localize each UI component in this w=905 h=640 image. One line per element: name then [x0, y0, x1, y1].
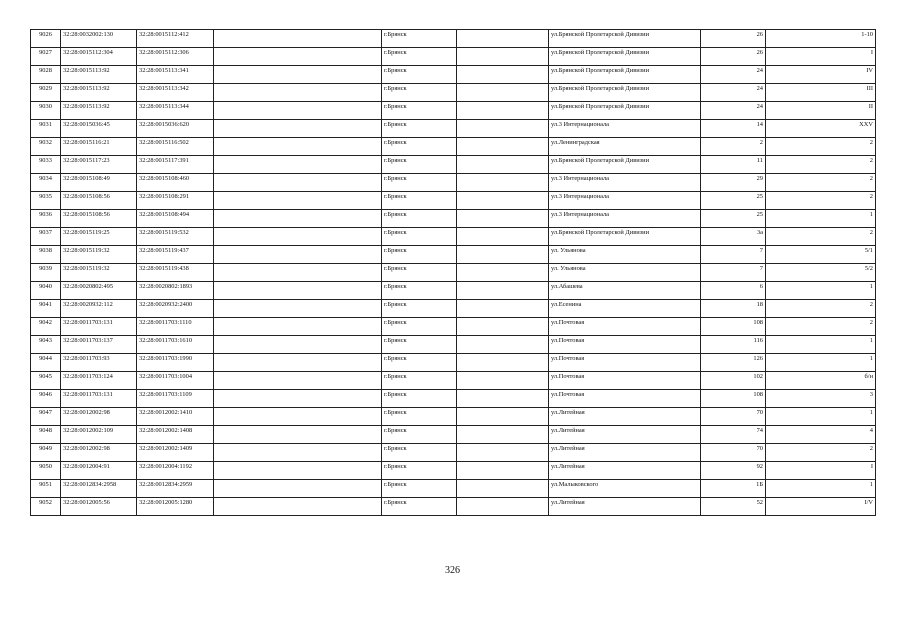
cadastral-number-cell: 32:28:0020932:2400 [137, 300, 214, 318]
empty-cell [214, 408, 382, 426]
city-cell: г.Брянск [382, 408, 457, 426]
cadastral-quarter-cell: 32:28:0015119:32 [61, 246, 137, 264]
house-cell: 126 [701, 354, 766, 372]
cadastral-number-cell: 32:28:0020802:1893 [137, 282, 214, 300]
street-cell: ул.Абашева [549, 282, 701, 300]
row-id-cell: 9037 [31, 228, 61, 246]
row-id-cell: 9029 [31, 84, 61, 102]
cadastral-quarter-cell: 32:28:0011703:131 [61, 390, 137, 408]
street-cell: ул.Брянской Пролетарской Дивизии [549, 66, 701, 84]
empty-cell [457, 138, 549, 156]
table-row [31, 282, 876, 300]
table-row [31, 156, 876, 174]
street-cell: ул.Брянской Пролетарской Дивизии [549, 156, 701, 174]
house-cell: 108 [701, 318, 766, 336]
table-row [31, 84, 876, 102]
street-cell: ул.Литейная [549, 498, 701, 516]
empty-cell [214, 174, 382, 192]
cadastral-quarter-cell: 32:28:0012005:56 [61, 498, 137, 516]
cadastral-quarter-cell: 32:28:0020932:112 [61, 300, 137, 318]
city-cell: г.Брянск [382, 444, 457, 462]
empty-cell [214, 318, 382, 336]
street-cell: ул.Почтовая [549, 318, 701, 336]
house-cell: 70 [701, 444, 766, 462]
cadastral-quarter-cell: 32:28:0015112:304 [61, 48, 137, 66]
empty-cell [457, 390, 549, 408]
cadastral-quarter-cell: 32:28:0012834:2958 [61, 480, 137, 498]
flat-cell: XXV [766, 120, 876, 138]
empty-cell [457, 336, 549, 354]
cadastral-number-cell: 32:28:0012005:1280 [137, 498, 214, 516]
cadastral-number-cell: 32:28:0011703:1109 [137, 390, 214, 408]
city-cell: г.Брянск [382, 228, 457, 246]
table-row [31, 264, 876, 282]
flat-cell: 1-10 [766, 30, 876, 48]
table-row [31, 30, 876, 48]
empty-cell [457, 246, 549, 264]
empty-cell [214, 156, 382, 174]
cadastral-number-cell: 32:28:0011703:1990 [137, 354, 214, 372]
street-cell: ул. Ульянова [549, 264, 701, 282]
row-id-cell: 9049 [31, 444, 61, 462]
street-cell: ул.Есенина [549, 300, 701, 318]
cadastral-quarter-cell: 32:28:0015119:25 [61, 228, 137, 246]
flat-cell: I [766, 48, 876, 66]
cadastral-number-cell: 32:28:0015117:391 [137, 156, 214, 174]
cadastral-quarter-cell: 32:28:0015108:56 [61, 210, 137, 228]
flat-cell: 4 [766, 426, 876, 444]
table-row [31, 246, 876, 264]
house-cell: 52 [701, 498, 766, 516]
house-cell: 116 [701, 336, 766, 354]
table-row [31, 228, 876, 246]
table-row [31, 426, 876, 444]
street-cell: ул.Почтовая [549, 372, 701, 390]
street-cell: ул.Ленинградская [549, 138, 701, 156]
table-row [31, 102, 876, 120]
flat-cell: III [766, 84, 876, 102]
house-cell: 1Б [701, 480, 766, 498]
empty-cell [214, 426, 382, 444]
flat-cell: 1 [766, 282, 876, 300]
cadastral-quarter-cell: 32:28:0015108:49 [61, 174, 137, 192]
table-row [31, 318, 876, 336]
flat-cell: 5/1 [766, 246, 876, 264]
cadastral-quarter-cell: 32:28:0015117:23 [61, 156, 137, 174]
table-row [31, 120, 876, 138]
empty-cell [457, 120, 549, 138]
cadastral-number-cell: 32:28:0015112:306 [137, 48, 214, 66]
city-cell: г.Брянск [382, 498, 457, 516]
empty-cell [214, 372, 382, 390]
row-id-cell: 9050 [31, 462, 61, 480]
street-cell: ул.3 Интернационала [549, 192, 701, 210]
cadastral-number-cell: 32:28:0012834:2959 [137, 480, 214, 498]
flat-cell: II [766, 102, 876, 120]
street-cell: ул.Литейная [549, 408, 701, 426]
flat-cell: 2 [766, 318, 876, 336]
city-cell: г.Брянск [382, 354, 457, 372]
row-id-cell: 9026 [31, 30, 61, 48]
page-number: 326 [445, 565, 460, 576]
house-cell: 25 [701, 192, 766, 210]
table-row [31, 336, 876, 354]
city-cell: г.Брянск [382, 462, 457, 480]
cadastral-quarter-cell: 32:28:0015108:56 [61, 192, 137, 210]
empty-cell [457, 228, 549, 246]
cadastral-number-cell: 32:28:0015119:438 [137, 264, 214, 282]
street-cell: ул.Почтовая [549, 336, 701, 354]
row-id-cell: 9036 [31, 210, 61, 228]
table-row [31, 210, 876, 228]
city-cell: г.Брянск [382, 192, 457, 210]
table-row [31, 66, 876, 84]
city-cell: г.Брянск [382, 174, 457, 192]
house-cell: 7 [701, 264, 766, 282]
city-cell: г.Брянск [382, 102, 457, 120]
row-id-cell: 9032 [31, 138, 61, 156]
flat-cell: 3 [766, 390, 876, 408]
empty-cell [214, 30, 382, 48]
row-id-cell: 9048 [31, 426, 61, 444]
table-row [31, 408, 876, 426]
cadastral-number-cell: 32:28:0015113:344 [137, 102, 214, 120]
house-cell: 18 [701, 300, 766, 318]
house-cell: 108 [701, 390, 766, 408]
house-cell: 102 [701, 372, 766, 390]
house-cell: 14 [701, 120, 766, 138]
house-cell: 24 [701, 84, 766, 102]
flat-cell: 2 [766, 174, 876, 192]
table-row [31, 444, 876, 462]
house-cell: 2 [701, 138, 766, 156]
cadastral-number-cell: 32:28:0015108:291 [137, 192, 214, 210]
house-cell: 70 [701, 408, 766, 426]
house-cell: 3а [701, 228, 766, 246]
cadastral-number-cell: 32:28:0015119:437 [137, 246, 214, 264]
row-id-cell: 9027 [31, 48, 61, 66]
house-cell: 26 [701, 48, 766, 66]
empty-cell [457, 444, 549, 462]
city-cell: г.Брянск [382, 282, 457, 300]
street-cell: ул.Литейная [549, 444, 701, 462]
empty-cell [214, 480, 382, 498]
empty-cell [457, 282, 549, 300]
cadastral-number-cell: 32:28:0011703:1610 [137, 336, 214, 354]
table-row [31, 48, 876, 66]
empty-cell [457, 264, 549, 282]
street-cell: ул.3 Интернационала [549, 120, 701, 138]
flat-cell: I/V [766, 498, 876, 516]
row-id-cell: 9040 [31, 282, 61, 300]
empty-cell [214, 462, 382, 480]
cadastral-quarter-cell: 32:28:0015113:92 [61, 66, 137, 84]
empty-cell [457, 66, 549, 84]
city-cell: г.Брянск [382, 210, 457, 228]
cadastral-number-cell: 32:28:0015112:412 [137, 30, 214, 48]
cadastral-quarter-cell: 32:28:0015113:92 [61, 84, 137, 102]
flat-cell: 1 [766, 210, 876, 228]
table-row [31, 480, 876, 498]
city-cell: г.Брянск [382, 138, 457, 156]
cadastral-quarter-cell: 32:28:0012002:109 [61, 426, 137, 444]
row-id-cell: 9030 [31, 102, 61, 120]
empty-cell [457, 48, 549, 66]
empty-cell [457, 498, 549, 516]
empty-cell [214, 354, 382, 372]
street-cell: ул.Брянской Пролетарской Дивизии [549, 102, 701, 120]
flat-cell: 1 [766, 336, 876, 354]
cadastral-quarter-cell: 32:28:0011703:93 [61, 354, 137, 372]
empty-cell [214, 336, 382, 354]
empty-cell [457, 102, 549, 120]
empty-cell [214, 192, 382, 210]
row-id-cell: 9039 [31, 264, 61, 282]
city-cell: г.Брянск [382, 300, 457, 318]
flat-cell: I [766, 462, 876, 480]
table-row [31, 462, 876, 480]
cadastral-number-cell: 32:28:0015113:341 [137, 66, 214, 84]
cadastral-quarter-cell: 32:28:0012002:98 [61, 444, 137, 462]
table-row [31, 192, 876, 210]
street-cell: ул.Брянской Пролетарской Дивизии [549, 48, 701, 66]
empty-cell [214, 84, 382, 102]
house-cell: 29 [701, 174, 766, 192]
cadastral-quarter-cell: 32:28:0011703:137 [61, 336, 137, 354]
street-cell: ул.Литейная [549, 426, 701, 444]
table-row [31, 390, 876, 408]
flat-cell: 2 [766, 228, 876, 246]
empty-cell [457, 30, 549, 48]
cadastral-number-cell: 32:28:0015036:620 [137, 120, 214, 138]
house-cell: 26 [701, 30, 766, 48]
street-cell: ул.Литейная [549, 462, 701, 480]
cadastral-number-cell: 32:28:0011703:1004 [137, 372, 214, 390]
cadastral-number-cell: 32:28:0015108:460 [137, 174, 214, 192]
row-id-cell: 9043 [31, 336, 61, 354]
city-cell: г.Брянск [382, 390, 457, 408]
cadastral-number-cell: 32:28:0011703:1110 [137, 318, 214, 336]
flat-cell: IV [766, 66, 876, 84]
row-id-cell: 9041 [31, 300, 61, 318]
flat-cell: 2 [766, 156, 876, 174]
registry-sheet [30, 29, 875, 516]
cadastral-number-cell: 32:28:0012002:1410 [137, 408, 214, 426]
cadastral-quarter-cell: 32:28:0011703:131 [61, 318, 137, 336]
city-cell: г.Брянск [382, 246, 457, 264]
empty-cell [214, 300, 382, 318]
empty-cell [457, 174, 549, 192]
row-id-cell: 9038 [31, 246, 61, 264]
empty-cell [457, 408, 549, 426]
house-cell: 7 [701, 246, 766, 264]
flat-cell: 2 [766, 138, 876, 156]
table-row [31, 174, 876, 192]
city-cell: г.Брянск [382, 30, 457, 48]
row-id-cell: 9052 [31, 498, 61, 516]
cadastral-quarter-cell: 32:28:0020802:495 [61, 282, 137, 300]
row-id-cell: 9044 [31, 354, 61, 372]
city-cell: г.Брянск [382, 318, 457, 336]
house-cell: 25 [701, 210, 766, 228]
cadastral-number-cell: 32:28:0015108:494 [137, 210, 214, 228]
city-cell: г.Брянск [382, 156, 457, 174]
row-id-cell: 9033 [31, 156, 61, 174]
cadastral-quarter-cell: 32:28:0012004:91 [61, 462, 137, 480]
empty-cell [214, 138, 382, 156]
city-cell: г.Брянск [382, 66, 457, 84]
table-row [31, 138, 876, 156]
empty-cell [457, 192, 549, 210]
row-id-cell: 9034 [31, 174, 61, 192]
empty-cell [457, 210, 549, 228]
empty-cell [214, 228, 382, 246]
empty-cell [457, 372, 549, 390]
city-cell: г.Брянск [382, 48, 457, 66]
row-id-cell: 9046 [31, 390, 61, 408]
row-id-cell: 9042 [31, 318, 61, 336]
row-id-cell: 9045 [31, 372, 61, 390]
table-row [31, 498, 876, 516]
street-cell: ул.Почтовая [549, 390, 701, 408]
registry-rows [31, 30, 876, 516]
cadastral-quarter-cell: 32:28:0011703:124 [61, 372, 137, 390]
city-cell: г.Брянск [382, 480, 457, 498]
house-cell: 74 [701, 426, 766, 444]
cadastral-number-cell: 32:28:0015113:342 [137, 84, 214, 102]
table-row [31, 372, 876, 390]
empty-cell [214, 264, 382, 282]
empty-cell [214, 120, 382, 138]
street-cell: ул.Брянской Пролетарской Дивизии [549, 30, 701, 48]
city-cell: г.Брянск [382, 426, 457, 444]
street-cell: ул.3 Интернационала [549, 174, 701, 192]
cadastral-number-cell: 32:28:0015119:532 [137, 228, 214, 246]
house-cell: 92 [701, 462, 766, 480]
empty-cell [457, 156, 549, 174]
cadastral-quarter-cell: 32:28:0032002:130 [61, 30, 137, 48]
empty-cell [457, 480, 549, 498]
row-id-cell: 9035 [31, 192, 61, 210]
empty-cell [214, 246, 382, 264]
flat-cell: 1 [766, 408, 876, 426]
flat-cell: б/н [766, 372, 876, 390]
cadastral-number-cell: 32:28:0012004:1192 [137, 462, 214, 480]
empty-cell [214, 282, 382, 300]
empty-cell [457, 318, 549, 336]
cadastral-number-cell: 32:28:0012002:1409 [137, 444, 214, 462]
flat-cell: 1 [766, 480, 876, 498]
street-cell: ул.3 Интернационала [549, 210, 701, 228]
street-cell: ул.Брянской Пролетарской Дивизии [549, 228, 701, 246]
row-id-cell: 9051 [31, 480, 61, 498]
row-id-cell: 9028 [31, 66, 61, 84]
street-cell: ул.Почтовая [549, 354, 701, 372]
cadastral-quarter-cell: 32:28:0015116:21 [61, 138, 137, 156]
empty-cell [214, 444, 382, 462]
empty-cell [214, 48, 382, 66]
cadastral-number-cell: 32:28:0012002:1408 [137, 426, 214, 444]
registry-table [30, 29, 876, 516]
flat-cell: 2 [766, 192, 876, 210]
cadastral-quarter-cell: 32:28:0012002:98 [61, 408, 137, 426]
street-cell: ул.Малыковского [549, 480, 701, 498]
street-cell: ул.Брянской Пролетарской Дивизии [549, 84, 701, 102]
city-cell: г.Брянск [382, 264, 457, 282]
empty-cell [214, 210, 382, 228]
empty-cell [457, 426, 549, 444]
empty-cell [457, 300, 549, 318]
house-cell: 24 [701, 66, 766, 84]
street-cell: ул. Ульянова [549, 246, 701, 264]
row-id-cell: 9031 [31, 120, 61, 138]
cadastral-quarter-cell: 32:28:0015036:45 [61, 120, 137, 138]
flat-cell: 2 [766, 300, 876, 318]
empty-cell [214, 498, 382, 516]
cadastral-number-cell: 32:28:0015116:502 [137, 138, 214, 156]
cadastral-quarter-cell: 32:28:0015119:32 [61, 264, 137, 282]
table-row [31, 300, 876, 318]
flat-cell: 5/2 [766, 264, 876, 282]
house-cell: 6 [701, 282, 766, 300]
empty-cell [214, 102, 382, 120]
empty-cell [214, 66, 382, 84]
city-cell: г.Брянск [382, 336, 457, 354]
house-cell: 24 [701, 102, 766, 120]
cadastral-quarter-cell: 32:28:0015113:92 [61, 102, 137, 120]
flat-cell: 2 [766, 444, 876, 462]
flat-cell: 1 [766, 354, 876, 372]
empty-cell [457, 354, 549, 372]
city-cell: г.Брянск [382, 84, 457, 102]
empty-cell [457, 462, 549, 480]
empty-cell [457, 84, 549, 102]
city-cell: г.Брянск [382, 372, 457, 390]
house-cell: 11 [701, 156, 766, 174]
city-cell: г.Брянск [382, 120, 457, 138]
empty-cell [214, 390, 382, 408]
table-row [31, 354, 876, 372]
row-id-cell: 9047 [31, 408, 61, 426]
